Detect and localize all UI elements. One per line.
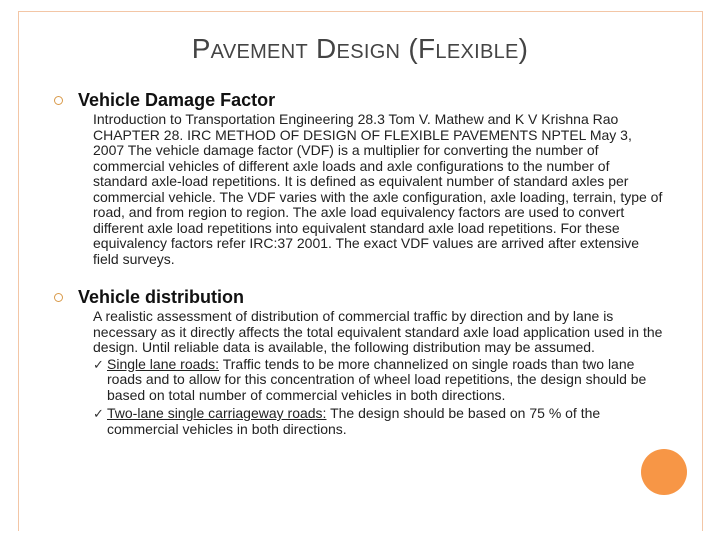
section-heading: Vehicle distribution bbox=[78, 287, 245, 307]
section-body-block bbox=[93, 309, 665, 437]
checkmark-icon: ✓ bbox=[93, 406, 104, 421]
item-text: Traffic tends to be more channelized on single roads than two lane roads and to allow for this concentration of wheel load repetitions, the design should be based on total number of commercial vehicles in both directions. bbox=[107, 355, 647, 403]
frame-left-line bbox=[18, 11, 19, 531]
list-item bbox=[93, 357, 665, 404]
circle-bullet-icon bbox=[54, 293, 63, 302]
accent-circle bbox=[641, 449, 687, 495]
section-body: A realistic assessment of distribution of commercial traffic by direction and by lane is necessary as it directly affects the total equivalent standard axle load application used in the design. Until reliable data is available, the following distribution may be assumed. bbox=[93, 308, 663, 355]
slide-title: Pavement Design (Flexible) bbox=[191, 33, 529, 64]
list-item bbox=[93, 406, 665, 437]
section-heading: Vehicle Damage Factor bbox=[78, 90, 276, 110]
circle-bullet-icon bbox=[54, 96, 63, 105]
checkmark-icon: ✓ bbox=[93, 356, 104, 372]
item-label: Single lane roads: bbox=[107, 355, 220, 372]
frame-top-line bbox=[18, 11, 702, 12]
item-label: Two-lane single carriageway roads: bbox=[107, 405, 327, 421]
frame-right-line bbox=[702, 11, 703, 531]
item-text: The design should be based on 75 % of the commercial vehicles in both directions. bbox=[107, 405, 601, 437]
section-body: Introduction to Transportation Engineering 28.3 Tom V. Mathew and K V Krishna Rao CHAPTER 28. IRC METHOD OF DESIGN OF FLEXIBLE PAVEMENTS NPTEL May 3, 2007 The vehicle damage factor (VDF) is a multiplier for converting the number of commercial vehicles of different axle loads and axle configurations to the number of standard axle-load repetitions. It is defined as equivalent number of standard axles per commercial vehicle. The VDF varies with the axle configuration, axle loading, terrain, type of road, and from region to region. The axle load equivalency factors are used to convert different axle load repetitions into equivalent standard axle load repetitions. For these equivalency factors refer IRC:37 2001. The exact VDF values are arrived after extensive field surveys. bbox=[93, 111, 663, 267]
